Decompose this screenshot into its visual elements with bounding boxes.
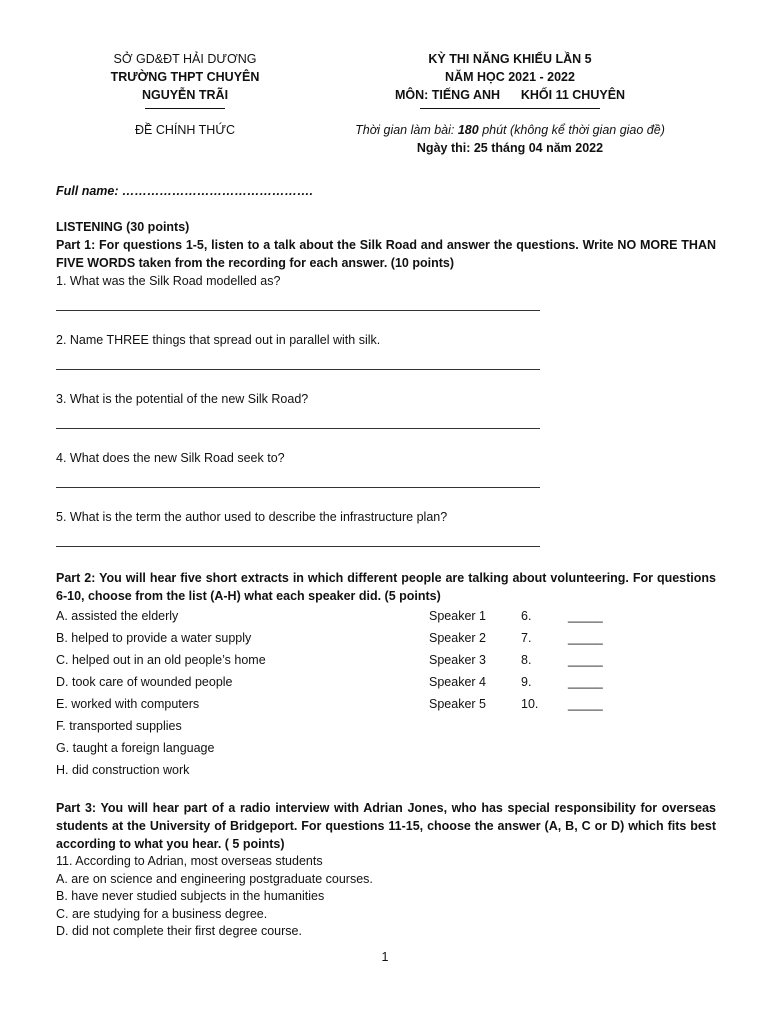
- page-number: 1: [381, 950, 389, 964]
- option-c: C. helped out in an old people’s home: [56, 653, 266, 667]
- header-divider-right: [420, 108, 600, 109]
- answer-line-3[interactable]: [56, 408, 540, 429]
- part2-row: [56, 759, 716, 781]
- answer-blank[interactable]: _____: [568, 609, 603, 623]
- option-b: B. helped to provide a water supply: [56, 631, 252, 645]
- school-name-line1: TRƯỜNG THPT CHUYÊN: [110, 70, 260, 84]
- school-year: NĂM HỌC 2021 - 2022: [445, 70, 575, 84]
- question-5: 5. What is the term the author used to describe the infrastructure plan?: [56, 510, 448, 524]
- question-2: 2. Name THREE things that spread out in parallel with silk.: [56, 333, 381, 347]
- option-g: G. taught a foreign language: [56, 741, 215, 755]
- answer-line-2[interactable]: [56, 349, 540, 370]
- answer-blank[interactable]: _____: [568, 697, 603, 711]
- header-right: [330, 50, 690, 157]
- department: SỞ GD&ĐT HẢI DƯƠNG: [113, 52, 257, 66]
- speaker-label: Speaker 4: [429, 675, 486, 689]
- question-number: 9.: [521, 675, 532, 689]
- duration-value: 180: [457, 123, 479, 137]
- option-f: F. transported supplies: [56, 719, 182, 733]
- question-number: 10.: [521, 697, 539, 711]
- part2-row: [56, 605, 716, 627]
- option-h: H. did construction work: [56, 763, 190, 777]
- question-4: 4. What does the new Silk Road seek to?: [56, 451, 285, 465]
- question-number: 6.: [521, 609, 532, 623]
- q11-option-c[interactable]: C. are studying for a business degree.: [56, 906, 268, 921]
- part2-row: [56, 737, 716, 759]
- part2-row: [56, 715, 716, 737]
- subject-line: MÔN: TIẾNG ANH KHỐI 11 CHUYÊN: [394, 88, 626, 102]
- speaker-label: Speaker 1: [429, 609, 486, 623]
- part2-row: [56, 627, 716, 649]
- speaker-label: Speaker 2: [429, 631, 486, 645]
- exam-content: [56, 182, 716, 941]
- part2-instruction: Part 2: You will hear five short extracts in which different people are talking about volunteering. For questions 6-10, choose from the list (A-H) what each speaker did. (5 points): [56, 571, 716, 603]
- answer-blank[interactable]: _____: [568, 653, 603, 667]
- option-a: A. assisted the elderly: [56, 609, 179, 623]
- exam-title: KỲ THI NĂNG KHIẾU LẦN 5: [428, 52, 592, 66]
- answer-blank[interactable]: _____: [568, 675, 603, 689]
- question-number: 8.: [521, 653, 532, 667]
- header-divider-left: [145, 108, 225, 109]
- listening-title: LISTENING (30 points): [56, 220, 190, 234]
- part2-row: [56, 671, 716, 693]
- question-11: 11. According to Adrian, most overseas students: [56, 854, 323, 868]
- speaker-label: Speaker 5: [429, 697, 486, 711]
- option-e: E. worked with computers: [56, 697, 200, 711]
- answer-blank[interactable]: _____: [568, 631, 603, 645]
- duration-prefix: Thời gian làm bài:: [355, 123, 458, 137]
- duration-suffix: phút (không kể thời gian giao đề): [478, 123, 665, 137]
- answer-line-1[interactable]: [56, 290, 540, 311]
- school-name-line2: NGUYỄN TRÃI: [141, 88, 229, 102]
- q11-option-d[interactable]: D. did not complete their first degree course.: [56, 924, 302, 938]
- answer-line-4[interactable]: [56, 467, 540, 488]
- duration-line: [330, 121, 690, 139]
- part3-instruction: Part 3: You will hear part of a radio interview with Adrian Jones, who has special responsibility for overseas students at the University of Bridgeport. For questions 11-15, choose the answer (A, B, C or D) which fits best according to what you hear. ( 5 points): [56, 801, 716, 851]
- question-3: 3. What is the potential of the new Silk Road?: [56, 392, 309, 406]
- header-left: [90, 50, 280, 139]
- part3-questions: [56, 853, 716, 941]
- answer-line-5[interactable]: [56, 526, 540, 547]
- part2-matching: [56, 605, 716, 781]
- q11-option-a[interactable]: A. are on science and engineering postgraduate courses.: [56, 871, 373, 886]
- q11-option-b[interactable]: B. have never studied subjects in the humanities: [56, 889, 325, 903]
- part2-row: [56, 693, 716, 715]
- question-1: 1. What was the Silk Road modelled as?: [56, 274, 281, 288]
- option-d: D. took care of wounded people: [56, 675, 233, 689]
- official-label: ĐỀ CHÍNH THỨC: [134, 123, 236, 137]
- exam-date: Ngày thi: 25 tháng 04 năm 2022: [416, 141, 604, 155]
- question-number: 7.: [521, 631, 532, 645]
- speaker-label: Speaker 3: [429, 653, 486, 667]
- full-name-field[interactable]: Full name: ……………………………………….: [56, 184, 313, 198]
- part2-row: [56, 649, 716, 671]
- part1-instruction: Part 1: For questions 1-5, listen to a talk about the Silk Road and answer the questions. Write NO MORE THAN FIVE WORDS taken from the recording for each answer. (10 points): [56, 238, 716, 270]
